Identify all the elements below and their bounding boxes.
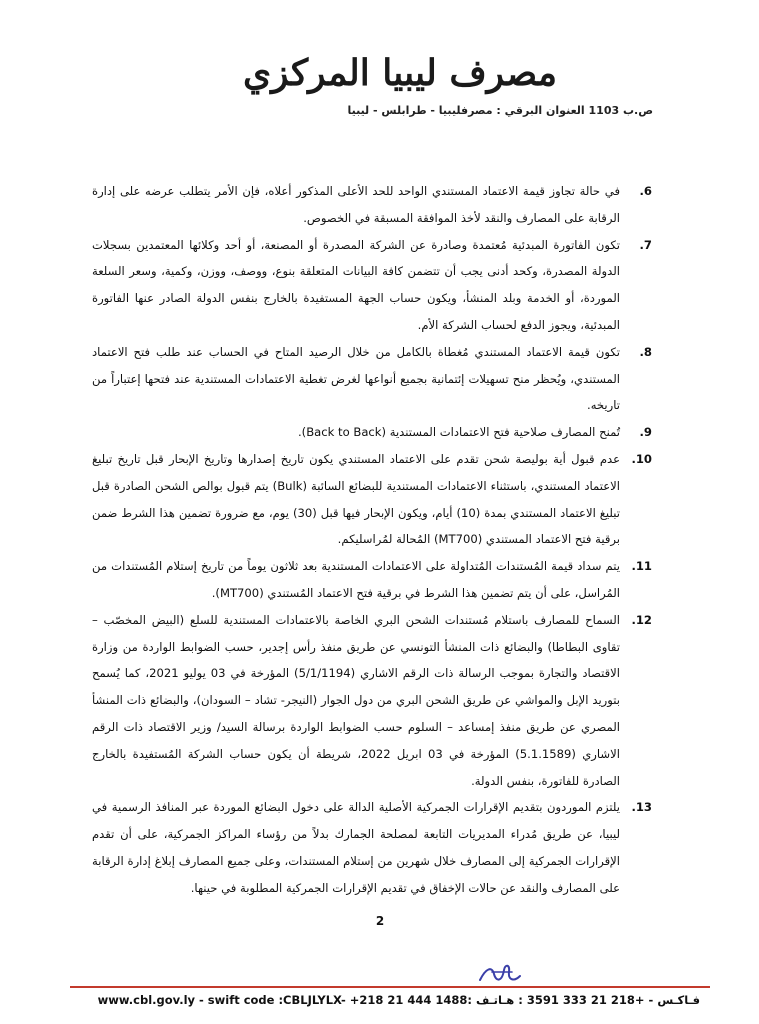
item-text: السماح للمصارف باستلام مُستندات الشحن البري الخاصة بالاعتمادات المستندية للسلع (البيض المخصّب – تقاوى البطاطا) والبضائع ذات المنشأ التونسي عن طريق منفذ رأس إجدير، حسب الضوابط الواردة من وزارة الاقتصاد والتجارة بموجب الرسالة ذات الرقم الاشاري (5/1/1194) المؤرخة في 03 يوليو 2021، كما يُسمح بتوريد الإبل والمواشي عن طريق الشحن البري من دول الجوار (النيجر- تشاد – السودان)، والبضائع ذات المنشأ المصري عن طريق منفذ إمساعد – السلوم حسب الضوابط الواردة برسالة السيد/ وزير الاقتصاد ذات الرقم الاشاري (5.1.1589) المؤرخة في 03 ابريل 2022، شريطة أن يكون حساب الشركة المُستفيدة بالخارج الصادرة للفاتورة، بنفس الدولة.	[92, 612, 621, 788]
item-number: .6	[639, 184, 652, 198]
item-number: .11	[631, 559, 652, 574]
item-text: يتم سداد قيمة المُستندات المُتداولة على الاعتمادات المستندية بعد ثلاثون يوماً من تاريخ إستلام المُستندات من المُراسل، على أن يتم تضمين هذا الشرط في برقية فتح الاعتماد المُستندي (MT700).	[92, 559, 620, 600]
list-item-13	[92, 794, 652, 901]
list-item-8	[92, 339, 652, 419]
item-number: .13	[631, 800, 652, 815]
bank-logo	[230, 38, 570, 108]
footer-divider	[70, 986, 710, 988]
item-number: .7	[639, 237, 652, 252]
bank-address: ص.ب 1103 العنوان البرقي : مصرفليبيا - طرابلس - ليبيا	[347, 104, 653, 117]
item-text: يلتزم الموردون بتقديم الإقرارات الجمركية الأصلية الدالة على دخول البضائع الموردة عبر المنافذ الرسمية في ليبيا، عن طريق مُدراء المديريات التابعة لمصلحة الجمارك بدلاً من رؤساء المراكز الجمركية، على أن تقدم الإقرارات الجمركية إلى المصارف خلال شهرين من إستلام المستندات، وعلى جميع المصارف إبلاغ إدارة الرقابة على المصارف والنقد عن حالات الإخفاق في تقديم الإقرارات الجمركية المطلوبة في حينها.	[92, 800, 620, 895]
item-number: .8	[639, 344, 652, 359]
item-text: تكون الفاتورة المبدئية مُعتمدة وصادرة عن الشركة المصدرة أو المصنعة، أو أحد وكلائها المعتمدين بسجلات الدولة المصدرة، وكحد أدنى يجب أن تتضمن كافة البيانات المتعلقة بنوع، ووصف، ووزن، وكمية، وسعر السلعة الموردة، أو الخدمة وبلد المنشأ، ويكون حساب الجهة المستفيدة بالخارج بنفس الدولة الصادر عنها الفاتورة المبدئية، ويجوز الدفع لحساب الشركة الأم.	[92, 237, 620, 332]
list-item-6	[92, 178, 652, 232]
item-text: تُمنح المصارف صلاحية فتح الاعتمادات المستندية (Back to Back).	[297, 425, 620, 440]
list-item-12	[92, 607, 652, 795]
item-number: .12	[631, 612, 652, 627]
item-text: تكون قيمة الاعتماد المستندي مُغطاة بالكامل من خلال الرصيد المتاح في الحساب عند طلب فتح الاعتماد المستندي، ويُحظر منح تسهيلات إئتمانية بجميع أنواعها لغرض تغطية الاعتمادات المستندية عند فتحها إعتباراً من تاريخه.	[92, 344, 620, 413]
signature-mark	[476, 960, 524, 988]
logo-text: مصرف ليبيا المركزي	[242, 52, 558, 94]
document-body	[92, 178, 652, 902]
item-text: في حالة تجاوز قيمة الاعتماد المستندي الواحد للحد الأعلى المذكور أعلاه، فإن الأمر يتطلب عرضه على إدارة الرقابة على المصارف والنقد لأخذ الموافقة المسبقة في الخصوص.	[92, 184, 620, 225]
item-number: .9	[639, 425, 652, 440]
list-item-9	[92, 419, 652, 446]
list-item-7	[92, 232, 652, 339]
footer-contact: www.cbl.gov.ly - swift code :CBLJLYLX- +218 21 444 1488: فـاكـس - +218 21 333 3591 : هـاتـف	[97, 993, 700, 1007]
item-number: .10	[631, 451, 652, 466]
list-item-11	[92, 553, 652, 607]
page-number: 2	[375, 914, 385, 928]
item-text: عدم قبول أية بوليصة شحن تقدم على الاعتماد المستندي يكون تاريخ إصدارها وتاريخ الإبحار قبل تاريخ تبليغ الاعتماد المستندي، باستثناء الاعتمادات المستندية للبضائع السائبة (Bulk) يتم قبول بوالص الشحن الصادرة قبل تبليغ الاعتماد المستندي بمدة (10) أيام، ويكون الإبحار فيها قبل (30) يوم، مع ضرورة تضمين هذا الشرط ضمن برقية فتح الاعتماد المستندي (MT700) المُحالة لمُراسليكم.	[92, 451, 621, 547]
list-item-10	[92, 446, 652, 553]
